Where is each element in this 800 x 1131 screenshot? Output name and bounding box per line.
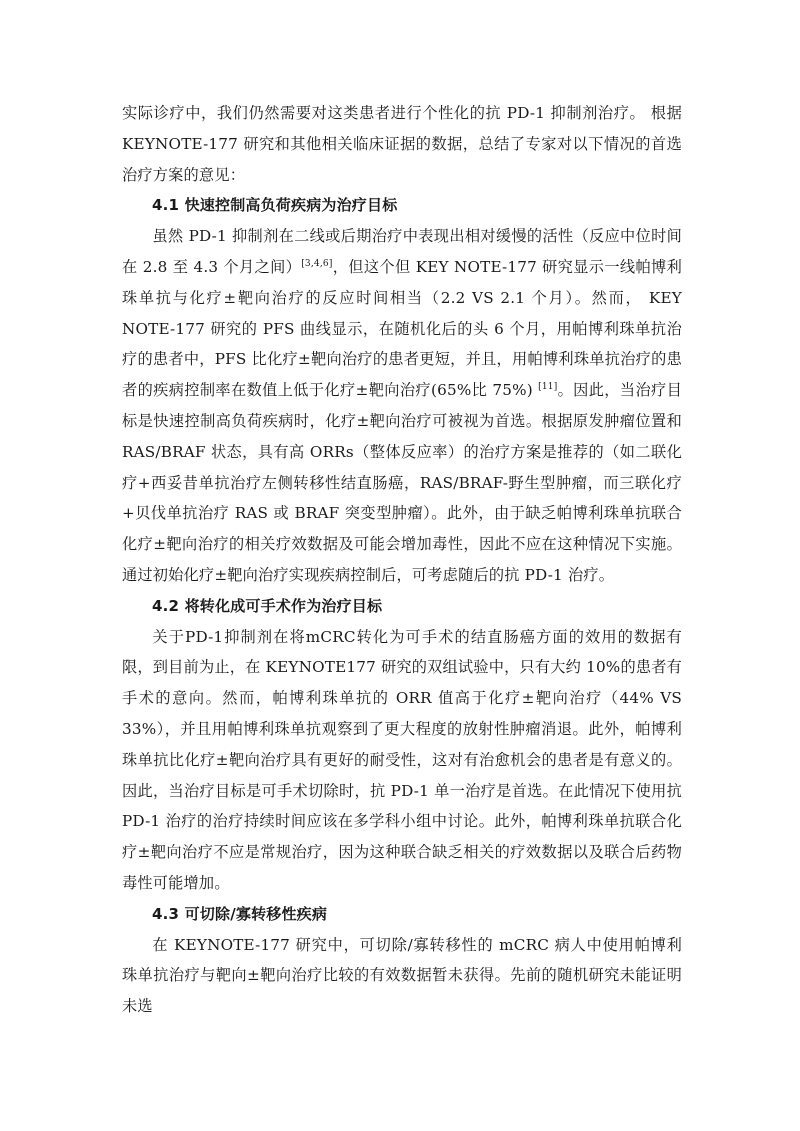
section-4-2-paragraph: 关于PD-1抑制剂在将mCRC转化为可手术的结直肠癌方面的效用的数据有限，到目前为止，在 KEYNOTE177 研究的双组试验中，只有大约 10%的患者有手术的意向。然而，帕博利珠单抗的 ORR 值高于化疗±靶向治疗（44% VS 33%），并且用帕博利珠单抗观察到了更大程度的放射性肿瘤消退。此外，帕博利珠单抗比化疗±靶向治疗具有更好的耐受性，这对有治愈机会的患者是有意义的。因此，当治疗目标是可手术切除时，抗 PD-1 单一治疗是首选。在此情况下使用抗 PD-1 治疗的治疗持续时间应该在多学科小组中讨论。此外，帕博利珠单抗联合化疗±靶向治疗不应是常规治疗，因为这种联合缺乏相关的疗效数据以及联合后药物毒性可能增加。	[122, 627, 682, 892]
section-4-1-paragraph	[122, 221, 682, 591]
paragraph-text: 。因此，当治疗目标是快速控制高负荷疾病时，化疗±靶向治疗可被视为首选。根据原发肿瘤位置和 RAS/BRAF 状态，具有高 ORRs（整体反应率）的治疗方案是推荐的（如二联化疗+西妥昔单抗治疗左侧转移性结直肠癌，RAS/BRAF-野生型肿瘤，而三联化疗+贝伐单抗治疗 RAS 或 BRAF 突变型肿瘤）。此外，由于缺乏帕博利珠单抗联合化疗±靶向治疗的相关疗效数据及可能会增加毒性，因此不应在这种情况下实施。通过初始化疗±靶向治疗实现疾病控制后，可考虑随后的抗 PD-1 治疗。	[122, 381, 682, 584]
citation-ref: [3,4,6]	[301, 258, 333, 269]
section-heading-4-2: 4.2 将转化成可手术作为治疗目标	[152, 596, 383, 615]
paragraph-text: ，但这个但 KEY NOTE-177 研究显示一线帕博利珠单抗与化疗±靶向治疗的反应时间相当（2.2 VS 2.1 个月）。然而， KEY NOTE-177 研究的 PFS 曲线显示，在随机化后的头 6 个月，用帕博利珠单抗治疗的患者中，PFS 比化疗±靶向治疗的患者更短，并且，用帕博利珠单抗治疗的患者的疾病控制率在数值上低于化疗±靶向治疗(65%比 75%)	[122, 257, 682, 400]
citation-ref: [11]	[538, 382, 558, 393]
section-4-3-paragraph: 在 KEYNOTE-177 研究中，可切除/寡转移性的 mCRC 病人中使用帕博利珠单抗治疗与靶向±靶向治疗比较的有效数据暂未获得。先前的随机研究未能证明未选	[122, 935, 682, 1016]
paragraph-text: 虽然 PD-1 抑制剂在二线或后期治疗中表现出相对缓慢的活性（反应中位时间在 2.8 至 4.3 个月之间）	[122, 227, 682, 276]
section-heading-4-1: 4.1 快速控制高负荷疾病为治疗目标	[152, 196, 398, 215]
intro-paragraph: 实际诊疗中，我们仍然需要对这类患者进行个性化的抗 PD-1 抑制剂治疗。 根据 KEYNOTE-177 研究和其他相关临床证据的数据，总结了专家对以下情况的首选治疗方案的意见：	[122, 104, 682, 184]
document-body	[122, 98, 682, 1022]
section-heading-4-3: 4.3 可切除/寡转移性疾病	[152, 904, 328, 923]
